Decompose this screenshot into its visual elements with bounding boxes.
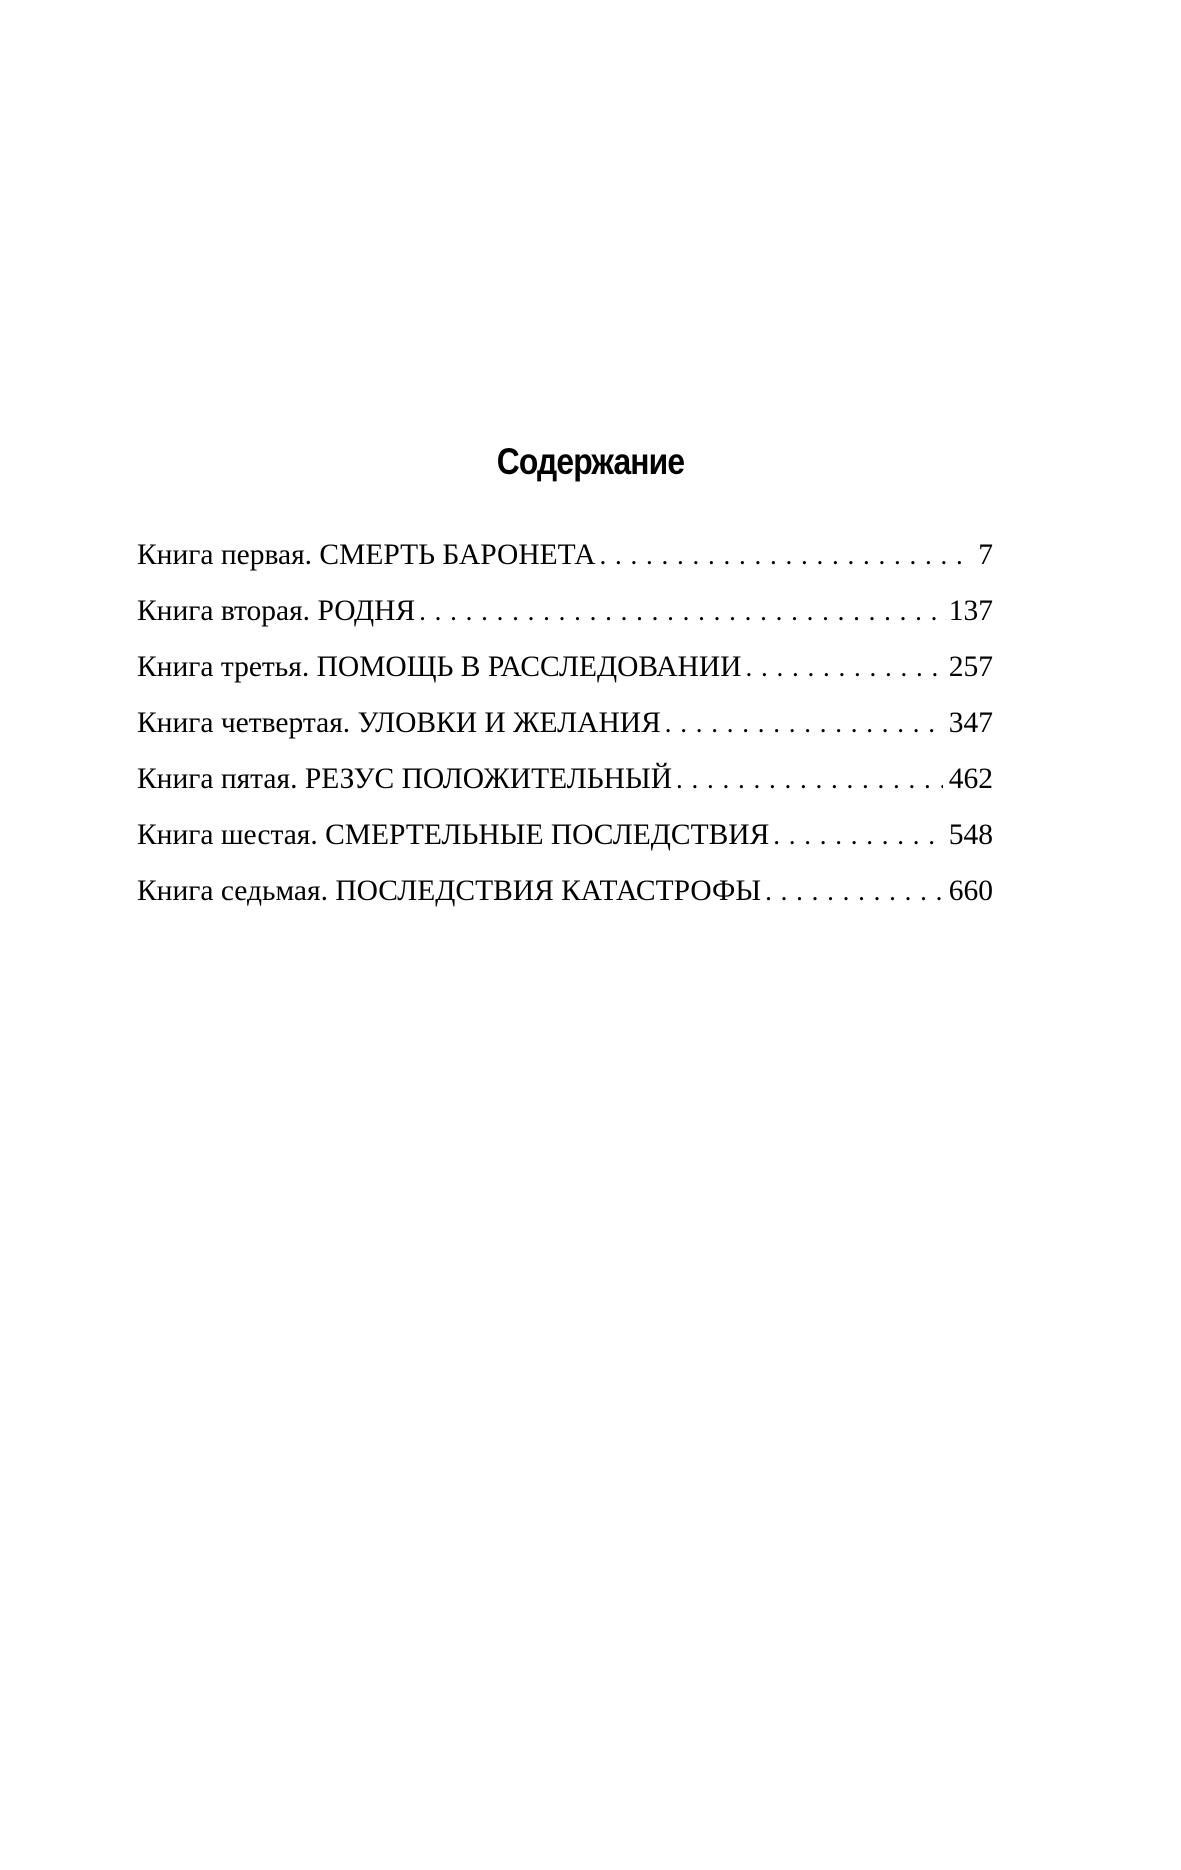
toc-entry-book: Книга шестая. xyxy=(137,819,318,851)
toc-dot-leader xyxy=(665,705,943,741)
toc-entry-title: СМЕРТЕЛЬНЫЕ ПОСЛЕДСТВИЯ xyxy=(325,819,770,851)
toc-entry xyxy=(137,873,993,929)
toc-entry-book: Книга седьмая. xyxy=(137,875,328,907)
toc-entry-title: РОДНЯ xyxy=(317,595,416,627)
toc-entry-page: 548 xyxy=(948,819,993,851)
toc-entry-page: 347 xyxy=(948,707,993,739)
toc-entry-title: УЛОВКИ И ЖЕЛАНИЯ xyxy=(357,707,661,739)
toc-entry-book: Книга пятая. xyxy=(137,763,298,795)
toc-entry xyxy=(137,817,993,873)
toc-dot-leader xyxy=(765,873,943,909)
page-title: Содержание xyxy=(496,441,685,482)
toc-entry xyxy=(137,537,993,593)
toc-entry-page: 7 xyxy=(978,539,993,571)
toc-entry-separator xyxy=(350,705,357,741)
toc-entry xyxy=(137,761,993,817)
toc-entry-separator xyxy=(318,817,325,853)
toc-entry-page: 137 xyxy=(948,595,993,627)
toc-entry-page: 660 xyxy=(948,875,993,907)
toc-dot-leader xyxy=(600,537,973,573)
toc-entry-book: Книга четвертая. xyxy=(137,707,351,739)
toc-entry xyxy=(137,705,993,761)
toc-dot-leader xyxy=(745,649,942,685)
toc-entry xyxy=(137,593,993,649)
toc-entry-separator xyxy=(310,593,317,629)
toc-entry-separator xyxy=(297,761,304,797)
table-of-contents xyxy=(137,537,993,929)
toc-entry-book: Книга третья. xyxy=(137,651,310,683)
toc-dot-leader xyxy=(676,761,943,797)
toc-dot-leader xyxy=(773,817,942,853)
toc-entry-book: Книга вторая. xyxy=(137,595,311,627)
toc-entry-title: ПОМОЩЬ В РАССЛЕДОВАНИИ xyxy=(316,651,742,683)
toc-entry-title: РЕЗУС ПОЛОЖИТЕЛЬНЫЙ xyxy=(304,763,672,795)
toc-entry-book: Книга первая. xyxy=(137,539,313,571)
toc-entry-separator xyxy=(328,873,335,909)
toc-entry-separator xyxy=(312,537,319,573)
toc-entry-title: СМЕРТЬ БАРОНЕТА xyxy=(319,539,596,571)
toc-entry xyxy=(137,649,993,705)
toc-dot-leader xyxy=(419,593,943,629)
toc-entry-page: 257 xyxy=(948,651,993,683)
toc-entry-page: 462 xyxy=(948,763,993,795)
toc-entry-title: ПОСЛЕДСТВИЯ КАТАСТРОФЫ xyxy=(335,875,762,907)
toc-entry-separator xyxy=(309,649,316,685)
